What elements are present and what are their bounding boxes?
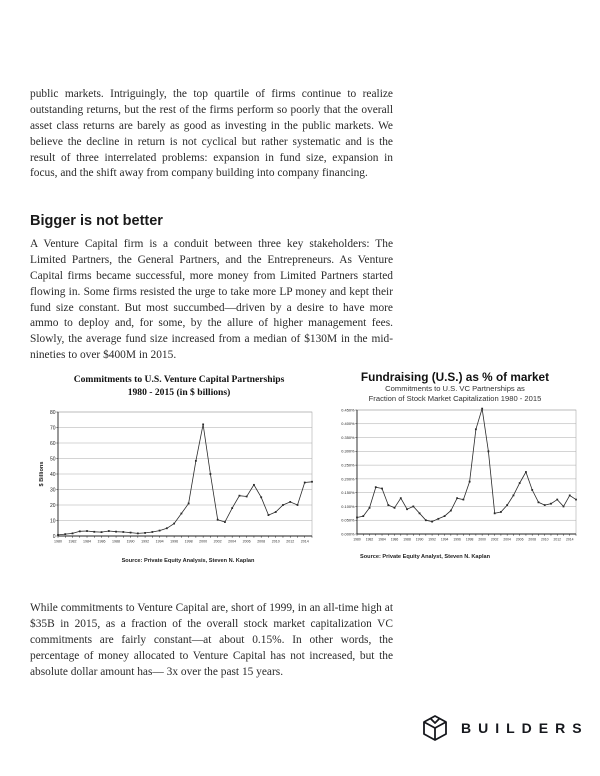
svg-text:0.150%: 0.150% <box>341 490 355 496</box>
chart-source: Source: Private Equity Analysis, Steven N. Kaplan <box>121 558 255 564</box>
body-paragraph: A Venture Capital firm is a conduit between three key stakeholders: The Limited Partners, the General Partners, and the Entrepreneurs. As Venture Capital firms became successful, more money from Limited Partners started flowing in. Some firms resisted the urge to take more LP money and kept their fund size constant. But most succumbed—driven by a desire to have more ammo to deploy and, for some, by the allure of higher management fees. Slowly, the average fund size increased from a median of $130M in the mid-nineties to over $400M in 2015. <box>30 238 393 361</box>
builders-logo <box>422 714 589 742</box>
svg-text:$ Billions: $ Billions <box>39 461 45 487</box>
svg-text:1988: 1988 <box>403 537 411 542</box>
svg-text:1988: 1988 <box>112 539 121 544</box>
svg-text:1980: 1980 <box>353 537 361 542</box>
svg-text:2008: 2008 <box>257 539 266 544</box>
svg-text:2006: 2006 <box>515 537 524 542</box>
svg-text:0.400%: 0.400% <box>341 421 355 427</box>
chart-source: Source: Private Equity Analyst, Steven N. Kaplan <box>360 554 491 560</box>
section-heading: Bigger is not better <box>30 213 163 230</box>
svg-text:2002: 2002 <box>213 539 222 544</box>
svg-text:1982: 1982 <box>365 537 374 542</box>
svg-text:80: 80 <box>49 409 56 416</box>
svg-text:40: 40 <box>49 471 56 478</box>
svg-left-svg <box>38 406 320 552</box>
svg-text:1986: 1986 <box>97 539 106 544</box>
svg-text:2010: 2010 <box>540 537 549 542</box>
svg-text:2014: 2014 <box>300 539 309 544</box>
svg-text:1982: 1982 <box>68 539 77 544</box>
closing-paragraph: While commitments to Venture Capital are, short of 1999, in an all-time high at $35B in 2015, as a fraction of the overall stock market capitalization VC commitments are fairly constant—at about 0.15%. In other words, the percentage of money allocated to Venture Capital has not increased, but the absolute dollar amount has— 3x over the past 15 years. <box>30 602 393 678</box>
svg-text:50: 50 <box>49 456 56 463</box>
svg-text:1990: 1990 <box>126 539 135 544</box>
commitments-plot-area <box>38 406 320 557</box>
svg-text:60: 60 <box>49 440 56 447</box>
svg-text:2008: 2008 <box>528 537 536 542</box>
svg-text:2002: 2002 <box>490 537 499 542</box>
chart-title: Commitments to U.S. Venture Capital Partnerships <box>73 374 285 385</box>
svg-text:1996: 1996 <box>170 539 179 544</box>
svg-text:20: 20 <box>49 502 56 509</box>
svg-text:1994: 1994 <box>440 537 449 542</box>
svg-text:10: 10 <box>49 518 56 525</box>
svg-text:0.200%: 0.200% <box>341 476 355 482</box>
fundraising-pct-chart <box>330 370 580 560</box>
svg-text:2004: 2004 <box>503 537 511 542</box>
svg-text:2014: 2014 <box>565 537 574 542</box>
svg-text:0.300%: 0.300% <box>341 448 355 454</box>
chart-subtitle-line2: Fraction of Stock Market Capitalization 1980 - 2015 <box>368 393 542 403</box>
svg-text:0.050%: 0.050% <box>341 517 355 523</box>
svg-text:2012: 2012 <box>286 539 295 544</box>
svg-text:1984: 1984 <box>378 537 386 542</box>
svg-text:1998: 1998 <box>465 537 474 542</box>
svg-text:1990: 1990 <box>415 537 424 542</box>
svg-text:1980: 1980 <box>54 539 62 544</box>
svg-text:1996: 1996 <box>453 537 461 542</box>
chart-subtitle-line1: Commitments to U.S. VC Partnerships as <box>385 384 525 393</box>
svg-text:70: 70 <box>49 425 56 432</box>
svg-text:1984: 1984 <box>83 539 92 544</box>
cube-icon <box>422 714 448 742</box>
svg-text:1994: 1994 <box>155 539 164 544</box>
svg-text:2006: 2006 <box>242 539 251 544</box>
svg-text:1998: 1998 <box>184 539 193 544</box>
svg-text:30: 30 <box>49 487 56 494</box>
svg-text:0.000%: 0.000% <box>341 531 355 537</box>
svg-text:1992: 1992 <box>141 539 150 544</box>
fundraising-plot-area <box>330 406 580 553</box>
svg-right-svg <box>330 406 580 548</box>
svg-text:2000: 2000 <box>478 537 486 542</box>
logo-text: BUILDERS <box>461 720 589 736</box>
svg-text:0.350%: 0.350% <box>341 434 355 440</box>
svg-text:1992: 1992 <box>428 537 436 542</box>
intro-paragraph: public markets. Intriguingly, the top quartile of firms continue to realize outstanding returns, but the rest of the firms perform so poorly that the overall asset class returns are barely as good as investing in the public markets. We believe the decline in return is not cyclical but rather systematic and is the result of three interrelated problems: expansion in fund size, expansion in focus, and the shift away from company building into company financing. <box>30 88 393 180</box>
svg-text:0.250%: 0.250% <box>341 462 355 468</box>
chart-title-line2: 1980 - 2015 (in $ billions) <box>127 386 231 398</box>
commitments-chart <box>38 374 320 564</box>
svg-text:0: 0 <box>52 533 56 540</box>
svg-text:2012: 2012 <box>553 537 562 542</box>
svg-text:2000: 2000 <box>199 539 208 544</box>
svg-text:2010: 2010 <box>271 539 280 544</box>
svg-text:1986: 1986 <box>390 537 399 542</box>
chart-title: Fundraising (U.S.) as % of market <box>360 370 550 384</box>
svg-text:0.100%: 0.100% <box>341 503 355 509</box>
svg-text:0.450%: 0.450% <box>341 407 355 413</box>
svg-text:2004: 2004 <box>228 539 237 544</box>
